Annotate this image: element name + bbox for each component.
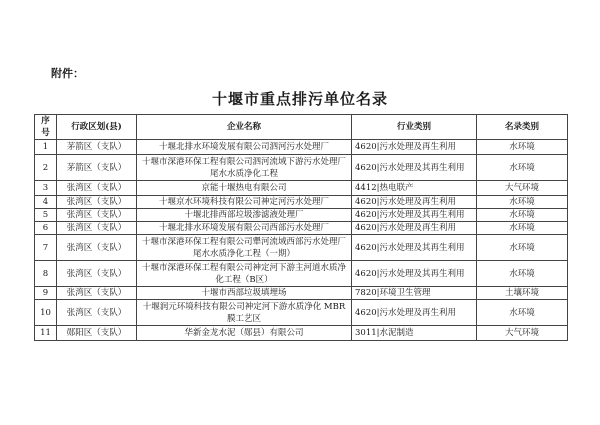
row-company: 十堰市深港环保工程有限公司泗河流域下游污水处理厂尾水水质净化工程 xyxy=(137,155,352,181)
row-number: 3 xyxy=(35,181,57,196)
table-row xyxy=(35,181,568,196)
table-body xyxy=(35,140,568,341)
row-category: 水环境 xyxy=(477,222,568,235)
row-industry: 7820|环境卫生管理 xyxy=(352,287,477,300)
row-number: 6 xyxy=(35,222,57,235)
row-company: 十堰润元环境科技有限公司神定河下游水质净化 MBR 膜工艺区 xyxy=(137,300,352,326)
row-company: 十堰市西部垃圾填埋场 xyxy=(137,287,352,300)
row-category: 水环境 xyxy=(477,140,568,155)
row-region: 茅箭区（支队） xyxy=(57,155,137,181)
row-industry: 4620|污水处理及再生利用 xyxy=(352,222,477,235)
row-region: 张湾区（支队） xyxy=(57,181,137,196)
table-row xyxy=(35,222,568,235)
header-industry: 行业类别 xyxy=(352,115,477,140)
table-row xyxy=(35,287,568,300)
row-company: 十堰京水环境科技有限公司神定河污水处理厂 xyxy=(137,196,352,209)
row-industry: 4620|污水处理及其再生利用 xyxy=(352,155,477,181)
table-row xyxy=(35,326,568,341)
row-category: 大气环境 xyxy=(477,181,568,196)
row-industry: 4620|污水处理及再生利用 xyxy=(352,300,477,326)
row-region: 张湾区（支队） xyxy=(57,196,137,209)
table-row xyxy=(35,140,568,155)
row-region: 茅箭区（支队） xyxy=(57,140,137,155)
row-category: 土壤环境 xyxy=(477,287,568,300)
row-category: 水环境 xyxy=(477,196,568,209)
table-row xyxy=(35,235,568,261)
row-region: 张湾区（支队） xyxy=(57,261,137,287)
row-company: 十堰北排水环境发展有限公司泗河污水处理厂 xyxy=(137,140,352,155)
row-number: 8 xyxy=(35,261,57,287)
table-row xyxy=(35,155,568,181)
row-company: 十堰北排水环境发展有限公司西部污水处理厂 xyxy=(137,222,352,235)
header-region: 行政区划(县) xyxy=(57,115,137,140)
row-company: 十堰北排西部垃圾渗滤液处理厂 xyxy=(137,209,352,222)
row-industry: 4620|污水处理及其再生利用 xyxy=(352,235,477,261)
attachment-label: 附件： xyxy=(51,67,84,80)
row-category: 水环境 xyxy=(477,300,568,326)
row-company: 京能十堰热电有限公司 xyxy=(137,181,352,196)
table-row xyxy=(35,261,568,287)
row-industry: 4412|热电联产 xyxy=(352,181,477,196)
row-industry: 4620|污水处理及再生利用 xyxy=(352,140,477,155)
row-number: 5 xyxy=(35,209,57,222)
row-number: 1 xyxy=(35,140,57,155)
row-number: 4 xyxy=(35,196,57,209)
row-industry: 4620|污水处理及再生利用 xyxy=(352,196,477,209)
document-title: 十堰市重点排污单位名录 xyxy=(211,90,388,108)
row-number: 11 xyxy=(35,326,57,341)
row-number: 10 xyxy=(35,300,57,326)
row-category: 水环境 xyxy=(477,209,568,222)
row-number: 9 xyxy=(35,287,57,300)
table-row xyxy=(35,209,568,222)
row-number: 7 xyxy=(35,235,57,261)
row-industry: 4620|污水处理及其再生利用 xyxy=(352,209,477,222)
row-region: 张湾区（支队） xyxy=(57,222,137,235)
table-row xyxy=(35,300,568,326)
row-company: 十堰市深港环保工程有限公司犟河流域西部污水处理厂尾水水质净化工程（一期） xyxy=(137,235,352,261)
row-number: 2 xyxy=(35,155,57,181)
row-region: 张湾区（支队） xyxy=(57,209,137,222)
row-category: 水环境 xyxy=(477,235,568,261)
row-region: 张湾区（支队） xyxy=(57,300,137,326)
row-region: 张湾区（支队） xyxy=(57,235,137,261)
row-category: 水环境 xyxy=(477,155,568,181)
header-no: 序号 xyxy=(35,115,57,140)
row-region: 张湾区（支队） xyxy=(57,287,137,300)
row-category: 大气环境 xyxy=(477,326,568,341)
row-company: 十堰市深港环保工程有限公司神定河下游主河道水质净化工程（B区） xyxy=(137,261,352,287)
table-header-row xyxy=(35,115,568,140)
table-row xyxy=(35,196,568,209)
row-industry: 3011|水泥制造 xyxy=(352,326,477,341)
row-company: 华新金龙水泥（郧县）有限公司 xyxy=(137,326,352,341)
row-industry: 4620|污水处理及其再生利用 xyxy=(352,261,477,287)
header-category: 名录类别 xyxy=(477,115,568,140)
row-category: 水环境 xyxy=(477,261,568,287)
header-company: 企业名称 xyxy=(137,115,352,140)
polluter-table xyxy=(34,114,568,341)
row-region: 郧阳区（支队） xyxy=(57,326,137,341)
